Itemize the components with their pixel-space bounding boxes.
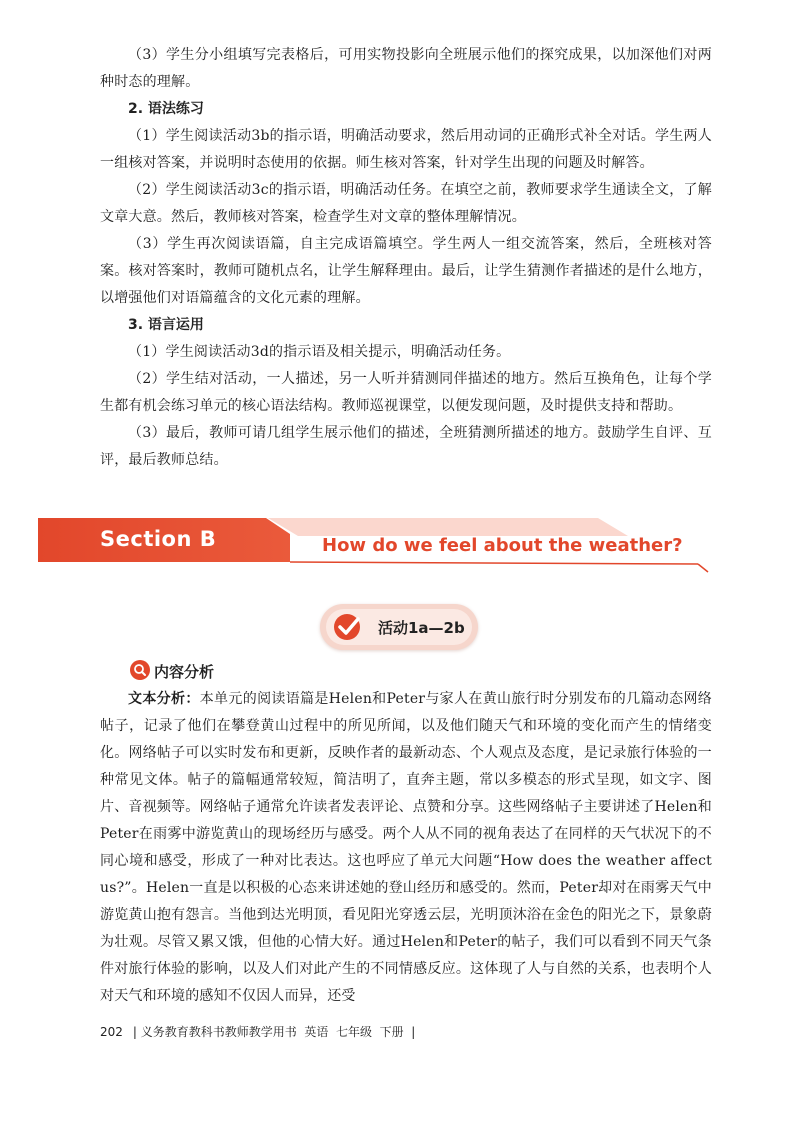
content-analysis-heading: 内容分析 [154,663,215,681]
heading-grammar-practice: 2. 语法练习 [128,101,204,117]
paragraph-usage-2: （2）学生结对活动，一人描述，另一人听并猜测同伴描述的地方。然后互换角色，让每个学生都有机会练习单元的核心语法结构。教师巡视课堂，以便发现问题，及时提供支持和帮助。 [100,371,712,414]
check-icon [332,612,364,642]
footer-book-title: | 义务教育教科书教师教学用书 英语 七年级 下册 | [132,1025,416,1039]
activity-label: 活动1a—2b [378,619,465,637]
paragraph-grammar-3: （3）学生再次阅读语篇，自主完成语篇填空。学生两人一组交流答案，然后，全班核对答案。核对答案时，教师可随机点名，让学生解释理由。最后，让学生猜测作者描述的是什么地方，以增强他们对语篇蕴含的文化元素的理解。 [100,236,712,306]
heading-language-usage: 3. 语言运用 [128,317,204,333]
page-number: 202 [100,1025,123,1039]
paragraph-group-table-display: （3）学生分小组填写完表格后，可用实物投影向全班展示他们的探究成果，以加深他们对两种时态的理解。 [100,47,712,90]
search-icon [130,660,150,680]
paragraph-grammar-2: （2）学生阅读活动3c的指示语，明确活动任务。在填空之前，教师要求学生通读全文，了解文章大意。然后，教师核对答案，检查学生对文章的整体理解情况。 [100,182,712,225]
paragraph-usage-1: （1）学生阅读活动3d的指示语及相关提示，明确活动任务。 [128,344,511,360]
paragraph-grammar-1: （1）学生阅读活动3b的指示语，明确活动要求，然后用动词的正确形式补全对话。学生两人一组核对答案，并说明时态使用的依据。师生核对答案，针对学生出现的问题及时解答。 [100,128,712,171]
activity-badge [320,604,478,650]
page-footer [100,1023,415,1040]
section-title: How do we feel about the weather? [322,535,683,556]
text-analysis-body: 本单元的阅读语篇是Helen和Peter与家人在黄山旅行时分别发布的几篇动态网络帖子，记录了他们在攀登黄山过程中的所见所闻，以及他们随天气和环境的变化而产生的情绪变化。网络帖子可以实时发布和更新，反映作者的最新动态、个人观点及态度，是记录旅行体验的一种常见文体。帖子的篇幅通常较短，简洁明了，直奔主题，常以多模态的形式呈现，如文字、图片、音视频等。网络帖子通常允许读者发表评论、点赞和分享。这些网络帖子主要讲述了Helen和Peter在雨雾中游览黄山的现场经历与感受。两个人从不同的视角表达了在同样的天气状况下的不同心境和感受，形成了一种对比表达。这也呼应了单元大问题“How does the weather affect us?”。Helen一直是以积极的心态来讲述她的登山经历和感受的。然而，Peter却对在雨雾天气中游览黄山抱有怨言。当他到达光明顶，看见阳光穿透云层，光明顶沐浴在金色的阳光之下，景象蔚为壮观。尽管又累又饿，但他的心情大好。通过Helen和Peter的帖子，我们可以看到不同天气条件对旅行体验的影响，以及人们对此产生的不同情感反应。这体现了人与自然的关系，也表明个人对天气和环境的感知不仅因人而异，还受 [100,691,713,1004]
paragraph-text-analysis [100,686,712,1010]
section-label: Section B [100,527,217,551]
text-analysis-lead: 文本分析： [128,691,200,707]
paragraph-usage-3: （3）最后，教师可请几组学生展示他们的描述，全班猜测所描述的地方。鼓励学生自评、互评，最后教师总结。 [100,425,712,468]
activity-badge-inner [326,609,472,645]
